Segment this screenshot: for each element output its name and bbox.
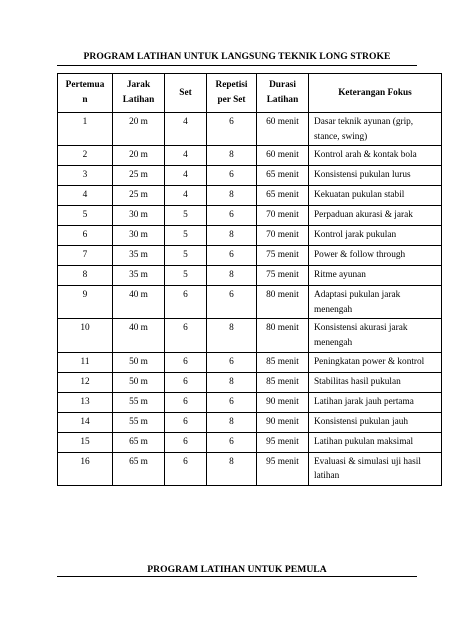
header-durasi: Durasi Latihan — [257, 74, 309, 113]
cell-durasi: 65 menit — [257, 186, 309, 206]
cell-set: 6 — [165, 392, 207, 412]
cell-set: 6 — [165, 286, 207, 319]
cell-jarak: 55 m — [113, 392, 165, 412]
cell-keterangan: Konsistensi akurasi jarak menengah — [309, 319, 442, 352]
cell-set: 6 — [165, 372, 207, 392]
cell-durasi: 85 menit — [257, 352, 309, 372]
cell-keterangan: Kekuatan pukulan stabil — [309, 186, 442, 206]
cell-jarak: 20 m — [113, 113, 165, 146]
cell-jarak: 65 m — [113, 432, 165, 452]
table-row — [58, 246, 442, 266]
table-row — [58, 206, 442, 226]
cell-repetisi: 8 — [207, 146, 257, 166]
cell-repetisi: 8 — [207, 186, 257, 206]
cell-repetisi: 8 — [207, 452, 257, 485]
cell-set: 6 — [165, 352, 207, 372]
cell-jarak: 20 m — [113, 146, 165, 166]
cell-pertemuan: 5 — [58, 206, 113, 226]
cell-keterangan: Kontrol jarak pukulan — [309, 226, 442, 246]
table-body — [58, 113, 442, 486]
cell-keterangan: Ritme ayunan — [309, 266, 442, 286]
cell-durasi: 90 menit — [257, 392, 309, 412]
cell-keterangan: Evaluasi & simulasi uji hasil latihan — [309, 452, 442, 485]
table-row — [58, 166, 442, 186]
cell-jarak: 40 m — [113, 319, 165, 352]
table-header-row — [58, 74, 442, 113]
next-section-title: PROGRAM LATIHAN UNTUK PEMULA — [147, 564, 327, 575]
cell-jarak: 65 m — [113, 452, 165, 485]
cell-repetisi: 6 — [207, 352, 257, 372]
table-row — [58, 226, 442, 246]
cell-pertemuan: 16 — [58, 452, 113, 485]
cell-jarak: 50 m — [113, 352, 165, 372]
cell-jarak: 30 m — [113, 206, 165, 226]
cell-pertemuan: 8 — [58, 266, 113, 286]
training-table — [57, 73, 442, 486]
cell-keterangan: Power & follow through — [309, 246, 442, 266]
table-row — [58, 452, 442, 485]
cell-repetisi: 6 — [207, 113, 257, 146]
cell-set: 4 — [165, 166, 207, 186]
cell-jarak: 40 m — [113, 286, 165, 319]
table-row — [58, 146, 442, 166]
header-set: Set — [165, 74, 207, 113]
cell-durasi: 75 menit — [257, 246, 309, 266]
cell-repetisi: 8 — [207, 266, 257, 286]
cell-pertemuan: 15 — [58, 432, 113, 452]
cell-jarak: 25 m — [113, 186, 165, 206]
cell-durasi: 95 menit — [257, 432, 309, 452]
cell-repetisi: 6 — [207, 286, 257, 319]
cell-repetisi: 8 — [207, 412, 257, 432]
table-row — [58, 286, 442, 319]
cell-set: 6 — [165, 452, 207, 485]
table-row — [58, 432, 442, 452]
cell-durasi: 60 menit — [257, 146, 309, 166]
table-row — [58, 266, 442, 286]
cell-durasi: 65 menit — [257, 166, 309, 186]
cell-jarak: 55 m — [113, 412, 165, 432]
next-title-underline — [57, 576, 417, 577]
cell-pertemuan: 14 — [58, 412, 113, 432]
cell-durasi: 70 menit — [257, 206, 309, 226]
cell-repetisi: 8 — [207, 372, 257, 392]
table-row — [58, 186, 442, 206]
table-row — [58, 352, 442, 372]
cell-durasi: 80 menit — [257, 319, 309, 352]
cell-set: 5 — [165, 266, 207, 286]
cell-pertemuan: 10 — [58, 319, 113, 352]
table-row — [58, 412, 442, 432]
cell-repetisi: 6 — [207, 206, 257, 226]
table-row — [58, 372, 442, 392]
cell-pertemuan: 6 — [58, 226, 113, 246]
cell-durasi: 60 menit — [257, 113, 309, 146]
cell-keterangan: Latihan jarak jauh pertama — [309, 392, 442, 412]
cell-set: 5 — [165, 226, 207, 246]
cell-repetisi: 8 — [207, 319, 257, 352]
cell-set: 6 — [165, 319, 207, 352]
cell-pertemuan: 1 — [58, 113, 113, 146]
cell-pertemuan: 9 — [58, 286, 113, 319]
cell-durasi: 75 menit — [257, 266, 309, 286]
cell-durasi: 70 menit — [257, 226, 309, 246]
cell-jarak: 25 m — [113, 166, 165, 186]
cell-pertemuan: 12 — [58, 372, 113, 392]
header-repetisi: Repetisi per Set — [207, 74, 257, 113]
cell-keterangan: Dasar teknik ayunan (grip, stance, swing) — [309, 113, 442, 146]
cell-set: 5 — [165, 246, 207, 266]
cell-jarak: 30 m — [113, 226, 165, 246]
cell-keterangan: Stabilitas hasil pukulan — [309, 372, 442, 392]
cell-keterangan: Konsistensi pukulan lurus — [309, 166, 442, 186]
header-pertemuan: Pertemua n — [58, 74, 113, 113]
title-underline — [57, 65, 417, 66]
cell-pertemuan: 13 — [58, 392, 113, 412]
cell-keterangan: Peningkatan power & kontrol — [309, 352, 442, 372]
cell-durasi: 95 menit — [257, 452, 309, 485]
cell-keterangan: Adaptasi pukulan jarak menengah — [309, 286, 442, 319]
cell-pertemuan: 4 — [58, 186, 113, 206]
cell-repetisi: 6 — [207, 166, 257, 186]
table-row — [58, 392, 442, 412]
cell-pertemuan: 2 — [58, 146, 113, 166]
cell-keterangan: Latihan pukulan maksimal — [309, 432, 442, 452]
cell-keterangan: Kontrol arah & kontak bola — [309, 146, 442, 166]
cell-set: 4 — [165, 186, 207, 206]
cell-repetisi: 6 — [207, 246, 257, 266]
cell-set: 6 — [165, 412, 207, 432]
cell-keterangan: Konsistensi pukulan jauh — [309, 412, 442, 432]
cell-pertemuan: 7 — [58, 246, 113, 266]
cell-jarak: 35 m — [113, 266, 165, 286]
cell-pertemuan: 3 — [58, 166, 113, 186]
header-jarak-latihan: Jarak Latihan — [113, 74, 165, 113]
table-row — [58, 319, 442, 352]
document-title: PROGRAM LATIHAN UNTUK LANGSUNG TEKNIK LONG STROKE — [83, 51, 391, 62]
cell-repetisi: 6 — [207, 392, 257, 412]
cell-durasi: 80 menit — [257, 286, 309, 319]
cell-jarak: 35 m — [113, 246, 165, 266]
cell-set: 4 — [165, 146, 207, 166]
header-keterangan: Keterangan Fokus — [309, 74, 442, 113]
cell-repetisi: 8 — [207, 226, 257, 246]
cell-durasi: 90 menit — [257, 412, 309, 432]
cell-set: 5 — [165, 206, 207, 226]
cell-jarak: 50 m — [113, 372, 165, 392]
cell-repetisi: 6 — [207, 432, 257, 452]
cell-set: 4 — [165, 113, 207, 146]
cell-pertemuan: 11 — [58, 352, 113, 372]
table-row — [58, 113, 442, 146]
cell-set: 6 — [165, 432, 207, 452]
cell-keterangan: Perpaduan akurasi & jarak — [309, 206, 442, 226]
cell-durasi: 85 menit — [257, 372, 309, 392]
